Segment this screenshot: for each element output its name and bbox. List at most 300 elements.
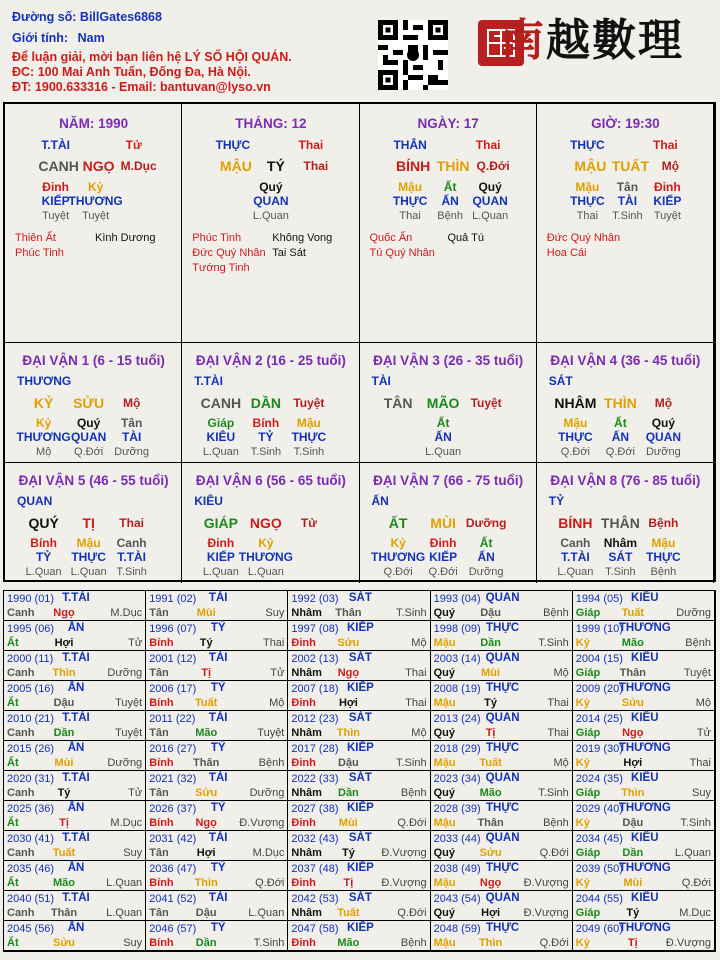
year-cell[interactable] <box>288 801 430 831</box>
dai-van-hidden: Ất <box>479 536 493 550</box>
year-cell[interactable] <box>573 591 715 621</box>
year-star: THỰC <box>486 862 520 874</box>
dai-van-hidden-star: THƯƠNG <box>238 550 293 564</box>
year-star: KIÊU <box>631 772 659 784</box>
dai-van-hidden-phase: Bệnh <box>650 566 677 578</box>
year-chi: Sửu <box>195 787 218 799</box>
dai-van-star: KIÊU <box>194 494 223 508</box>
year-star: T.TÀI <box>62 832 90 844</box>
than-sat: Tú Quý Nhân <box>369 247 435 259</box>
year-cell[interactable] <box>573 891 715 921</box>
year-cell[interactable] <box>431 741 573 771</box>
year-star: THỰC <box>486 682 520 694</box>
dai-van-hidden-star: TỶ <box>258 430 274 444</box>
dai-van-5 <box>5 462 182 583</box>
year-cell[interactable] <box>4 681 146 711</box>
than-sat: Tướng Tinh <box>192 262 250 274</box>
pillar-chi: THÌN <box>436 158 470 174</box>
year-cell[interactable] <box>4 831 146 861</box>
year-label: 2004 (15) <box>575 653 623 665</box>
dai-van-hidden-star: T.TÀI <box>561 550 590 564</box>
year-cell[interactable] <box>146 711 288 741</box>
year-can: Nhâm <box>291 907 322 919</box>
hidden-phase: Thai <box>399 210 421 222</box>
year-chi: Mùi <box>338 817 358 829</box>
dai-van-star: T.TÀI <box>194 374 223 388</box>
year-chi: Tuất <box>52 847 76 859</box>
year-star: ẤN <box>67 802 85 814</box>
year-cell[interactable] <box>4 891 146 921</box>
year-phase: Đ.Vượng <box>381 877 427 889</box>
year-label: 2047 (58) <box>291 923 339 935</box>
dai-van-can: TÂN <box>383 395 413 411</box>
dai-van-star: SÁT <box>548 374 573 388</box>
year-star: THỰC <box>486 802 520 814</box>
year-phase: Q.Đới <box>539 847 569 859</box>
year-label: 1999 (10) <box>575 623 623 635</box>
year-label: 2007 (18) <box>291 683 339 695</box>
year-star: THƯƠNG <box>618 862 671 874</box>
year-label: 2006 (17) <box>149 683 197 695</box>
dai-van-hidden-phase: Q.Đới <box>560 446 590 458</box>
dai-van-hidden: Canh <box>116 536 147 550</box>
dai-van-title: ĐẠI VẬN 5 (46 - 55 tuổi) <box>18 473 169 488</box>
year-cell[interactable] <box>431 831 573 861</box>
pillar-truong: Thai <box>303 159 329 173</box>
year-cell[interactable] <box>573 741 715 771</box>
year-cell[interactable] <box>573 651 715 681</box>
year-cell[interactable] <box>431 591 573 621</box>
year-chi: Dậu <box>480 607 501 619</box>
year-label: 2021 (32) <box>149 773 197 785</box>
year-cell[interactable] <box>573 681 715 711</box>
year-label: 2017 (28) <box>291 743 339 755</box>
year-cell[interactable] <box>431 771 573 801</box>
year-cell[interactable] <box>431 921 573 951</box>
dai-van-hidden: Đinh <box>207 536 235 550</box>
year-star: TỶ <box>210 622 226 634</box>
year-chi: Thân <box>477 817 504 829</box>
year-cell[interactable] <box>431 861 573 891</box>
year-can: Quý <box>433 727 455 739</box>
pillar-can: CANH <box>38 158 79 174</box>
dai-van-hidden-star: KIÊU <box>206 430 236 444</box>
pillar-star2: Thai <box>653 138 678 152</box>
year-label: 2045 (56) <box>7 923 55 935</box>
year-phase: Tử <box>696 727 711 739</box>
year-cell[interactable] <box>4 591 146 621</box>
dai-van-hidden-phase: Q.Đới <box>383 566 413 578</box>
year-can: Ất <box>7 757 19 769</box>
year-chi: Ngọ <box>195 817 217 829</box>
year-cell[interactable] <box>4 921 146 951</box>
dai-van-hidden-star: THỰC <box>558 430 593 444</box>
year-chi: Sửu <box>479 847 502 859</box>
dai-van-hidden: Ất <box>614 416 627 430</box>
year-chi: Tị <box>627 937 638 949</box>
year-can: Đinh <box>291 697 316 709</box>
year-can: Giáp <box>575 667 601 679</box>
year-can: Canh <box>7 667 35 679</box>
year-cell[interactable] <box>288 831 430 861</box>
dai-van-phase: Tử <box>300 516 317 530</box>
year-cell[interactable] <box>288 591 430 621</box>
year-cell[interactable] <box>288 711 430 741</box>
dai-van-hidden-phase: T.Sinh <box>250 446 282 458</box>
year-star: KIÊU <box>631 892 659 904</box>
hidden-phase: T.Sinh <box>612 210 643 222</box>
year-cell[interactable] <box>146 771 288 801</box>
year-label: 2016 (27) <box>149 743 197 755</box>
dai-van-star: QUAN <box>17 494 53 508</box>
year-can: Canh <box>7 907 35 919</box>
year-label: 2024 (35) <box>575 773 623 785</box>
than-sat: Kình Dương <box>95 232 156 244</box>
year-cell[interactable] <box>4 771 146 801</box>
year-star: KIẾP <box>346 622 374 634</box>
year-label: 2019 (30) <box>575 743 623 755</box>
hidden-stem: Mậu <box>398 180 423 194</box>
year-phase: Đ.Vượng <box>239 817 285 829</box>
year-table <box>3 590 716 952</box>
year-cell[interactable] <box>146 831 288 861</box>
dai-van-hidden: Mậu <box>651 536 676 550</box>
year-chi: Mùi <box>623 877 643 889</box>
hidden-stem: Đinh <box>42 180 69 194</box>
year-cell[interactable] <box>288 771 430 801</box>
year-chi: Ngọ <box>337 667 360 679</box>
dai-van-hidden-star: QUAN <box>70 430 107 444</box>
hidden-star: TÀI <box>617 194 638 208</box>
year-phase: Thai <box>405 697 427 709</box>
year-chi: Tý <box>341 847 355 859</box>
year-cell[interactable] <box>431 711 573 741</box>
dai-van-hidden: Bính <box>30 536 57 550</box>
dai-van-hidden: Mậu <box>563 416 588 430</box>
year-chi: Tị <box>201 667 212 679</box>
year-label: 1993 (04) <box>433 593 481 605</box>
pillar-title: NGÀY: 17 <box>417 116 479 131</box>
year-cell[interactable] <box>146 861 288 891</box>
year-star: THỰC <box>486 922 520 934</box>
year-chi: Tuất <box>194 697 218 709</box>
year-can: Kỷ <box>575 697 590 709</box>
year-label: 2034 (45) <box>575 833 623 845</box>
year-label: 2013 (24) <box>433 713 481 725</box>
year-can: Canh <box>7 847 35 859</box>
year-star: QUAN <box>485 652 520 664</box>
year-can: Canh <box>7 727 35 739</box>
dai-van-hidden-phase: Dưỡng <box>114 446 150 458</box>
gender <box>12 31 105 45</box>
year-star: SÁT <box>348 592 372 604</box>
dai-van-phase: Thai <box>119 516 144 530</box>
year-can: Đinh <box>291 637 316 649</box>
year-phase: T.Sinh <box>538 787 569 799</box>
year-phase: Mộ <box>553 757 569 769</box>
year-chi: Thìn <box>194 877 218 889</box>
year-star: TÀI <box>208 712 228 724</box>
year-star: TỶ <box>210 742 226 754</box>
year-phase: Bệnh <box>400 937 427 949</box>
year-label: 2022 (33) <box>291 773 339 785</box>
dai-van-hidden-star: ẤN <box>611 430 630 444</box>
year-can: Ất <box>7 817 19 829</box>
hidden-stem: Đinh <box>654 180 681 194</box>
dai-van-hidden-phase: L.Quan <box>25 566 62 578</box>
year-cell[interactable] <box>146 741 288 771</box>
year-label: 2046 (57) <box>149 923 197 935</box>
dai-van-hidden-star: ẤN <box>477 550 495 564</box>
year-label: 2026 (37) <box>149 803 197 815</box>
year-cell[interactable] <box>146 591 288 621</box>
than-sat: Hoa Cái <box>546 247 587 259</box>
year-star: T.TÀI <box>62 772 90 784</box>
year-cell[interactable] <box>4 741 146 771</box>
year-cell[interactable] <box>573 831 715 861</box>
pillar-chi: TUẤT <box>611 158 650 174</box>
year-chi: Tý <box>484 697 498 709</box>
hidden-stem: Ất <box>443 180 457 194</box>
year-cell[interactable] <box>288 921 430 951</box>
pillar-star2: Tử <box>125 138 142 152</box>
dai-van-can: QUÝ <box>28 515 59 531</box>
year-cell[interactable] <box>288 681 430 711</box>
year-chi: Dần <box>338 787 359 799</box>
year-can: Ất <box>7 697 19 709</box>
year-star: TỶ <box>210 802 226 814</box>
year-cell[interactable] <box>573 711 715 741</box>
dai-van-title: ĐẠI VẬN 4 (36 - 45 tuổi) <box>550 353 701 368</box>
pillar-star2: Thai <box>475 138 501 152</box>
year-star: THỰC <box>486 742 520 754</box>
year-label: 2042 (53) <box>291 893 339 905</box>
dai-van-hidden-phase: Q.Đới <box>74 446 104 458</box>
year-label: 2038 (49) <box>433 863 481 875</box>
hidden-stem: Quý <box>478 180 502 194</box>
year-can: Kỷ <box>575 937 590 949</box>
year-cell[interactable] <box>431 681 573 711</box>
year-cell[interactable] <box>431 621 573 651</box>
dai-van-hidden-star: THƯƠNG <box>16 430 71 444</box>
year-can: Tân <box>149 907 169 919</box>
year-cell[interactable] <box>431 651 573 681</box>
dai-van-hidden-phase: L.Quan <box>557 566 594 578</box>
year-can: Mậu <box>433 817 456 829</box>
year-label: 1997 (08) <box>291 623 339 635</box>
year-phase: Dưỡng <box>107 667 143 679</box>
year-chi: Mão <box>195 727 218 739</box>
dai-van-chi: TỊ <box>82 515 95 531</box>
year-phase: Q.Đới <box>397 817 427 829</box>
dai-van-phase: Tuyệt <box>293 396 325 410</box>
year-chi: Thân <box>50 907 78 919</box>
pillar-2 <box>182 104 359 342</box>
year-cell[interactable] <box>4 651 146 681</box>
year-cell[interactable] <box>146 891 288 921</box>
dai-van-hidden-phase: L.Quan <box>202 446 239 458</box>
year-phase: Tuyệt <box>257 727 285 739</box>
year-star: KIẾP <box>346 922 374 934</box>
pillar-chi: TÝ <box>266 158 285 174</box>
hidden-stem: Tân <box>616 180 639 194</box>
year-label: 2028 (39) <box>433 803 481 815</box>
dai-van-4 <box>537 342 714 463</box>
year-cell[interactable] <box>146 921 288 951</box>
year-can: Giáp <box>575 847 601 859</box>
year-chi: Tị <box>485 727 496 739</box>
than-sat: Phúc Tinh <box>15 247 64 259</box>
duong-so: Đường số: BillGates6868 <box>12 10 162 24</box>
dai-van-hidden-star: THƯƠNG <box>371 550 426 564</box>
year-chi: Ngọ <box>622 727 644 739</box>
hidden-stem: Mậu <box>575 180 600 194</box>
pillar-title: GIỜ: 19:30 <box>591 116 660 131</box>
year-label: 2044 (55) <box>575 893 623 905</box>
year-cell[interactable] <box>573 801 715 831</box>
dai-van-chi: SỬU <box>73 395 105 411</box>
year-chi: Hợi <box>623 757 643 769</box>
year-cell[interactable] <box>146 621 288 651</box>
year-cell[interactable] <box>288 621 430 651</box>
dai-van-hidden: Canh <box>560 536 591 550</box>
dai-van-hidden-star: THỰC <box>646 550 681 564</box>
year-can: Quý <box>433 667 455 679</box>
year-phase: M.Dục <box>679 907 711 919</box>
dai-van-hidden-phase: L.Quan <box>425 446 462 458</box>
year-label: 2015 (26) <box>7 743 55 755</box>
year-cell[interactable] <box>573 771 715 801</box>
hidden-phase: Bệnh <box>437 210 463 222</box>
year-chi: Dần <box>53 727 75 739</box>
year-chi: Dậu <box>338 757 359 769</box>
year-star: SÁT <box>348 892 372 904</box>
year-phase: Dưỡng <box>249 787 285 799</box>
pillar-star: T.TÀI <box>41 138 70 152</box>
year-cell[interactable] <box>431 801 573 831</box>
hidden-star: QUAN <box>253 194 289 208</box>
dai-van-phase: Dưỡng <box>465 516 507 530</box>
year-cell[interactable] <box>146 801 288 831</box>
year-cell[interactable] <box>146 681 288 711</box>
year-phase: Bệnh <box>685 637 711 649</box>
year-star: THƯƠNG <box>618 622 671 634</box>
dai-van-star: ẤN <box>371 494 389 508</box>
dai-van-phase: Mộ <box>654 396 673 410</box>
dai-van-hidden: Tân <box>120 416 143 430</box>
dai-van-8 <box>537 462 714 583</box>
year-cell[interactable] <box>288 741 430 771</box>
year-label: 1990 (01) <box>7 593 55 605</box>
year-chi: Mùi <box>481 667 501 679</box>
year-chi: Mùi <box>54 757 74 769</box>
year-star: TÀI <box>208 832 228 844</box>
dai-van-hidden: Giáp <box>207 416 235 430</box>
year-chi: Tý <box>57 787 71 799</box>
year-cell[interactable] <box>573 921 715 951</box>
year-phase: Suy <box>692 787 711 799</box>
dai-van-hidden-phase: L.Quan <box>247 566 284 578</box>
year-chi: Sửu <box>621 697 644 709</box>
year-cell[interactable] <box>4 861 146 891</box>
dai-van-phase: Tuyệt <box>470 396 502 410</box>
year-phase: T.Sinh <box>396 607 427 619</box>
dai-van-hidden: Quý <box>651 416 676 430</box>
dai-van-hidden-phase: Dưỡng <box>468 566 504 578</box>
year-star: TỶ <box>210 862 226 874</box>
year-phase: Mộ <box>411 637 427 649</box>
year-phase: L.Quan <box>106 877 143 889</box>
year-star: ẤN <box>67 922 85 934</box>
hidden-star: THỰC <box>392 194 428 208</box>
year-label: 2003 (14) <box>433 653 481 665</box>
dai-van-hidden: Quý <box>76 416 101 430</box>
year-phase: Tuyệt <box>683 667 711 679</box>
year-can: Đinh <box>291 937 316 949</box>
year-cell[interactable] <box>288 891 430 921</box>
year-cell[interactable] <box>4 801 146 831</box>
year-can: Nhâm <box>291 727 322 739</box>
year-star: KIÊU <box>631 592 659 604</box>
dai-van-title: ĐẠI VẬN 8 (76 - 85 tuổi) <box>550 473 701 488</box>
year-cell[interactable] <box>431 891 573 921</box>
year-phase: Q.Đới <box>681 877 711 889</box>
pillar-star: THÂN <box>393 138 427 152</box>
dai-van-hidden: Kỷ <box>35 416 52 430</box>
year-can: Bính <box>149 937 174 949</box>
year-cell[interactable] <box>4 711 146 741</box>
than-sat: Quả Tú <box>447 232 484 244</box>
year-cell[interactable] <box>573 861 715 891</box>
dai-van-hidden-phase: T.Sinh <box>116 566 147 578</box>
year-chi: Tý <box>199 637 213 649</box>
dai-van-hidden-star: KIẾP <box>206 550 235 564</box>
dai-van-hidden-phase: T.Sinh <box>605 566 636 578</box>
year-phase: Dưỡng <box>107 757 143 769</box>
dai-van-phase: Bệnh <box>648 516 679 530</box>
dai-van-can: NHÂM <box>554 395 597 411</box>
year-label: 2002 (13) <box>291 653 339 665</box>
year-label: 2033 (44) <box>433 833 481 845</box>
year-cell[interactable] <box>288 861 430 891</box>
year-phase: T.Sinh <box>253 937 285 949</box>
dai-van-chi: THÂN <box>600 515 640 531</box>
year-chi: Thân <box>193 757 220 769</box>
year-star: THỰC <box>486 622 520 634</box>
year-phase: Mộ <box>269 697 285 709</box>
year-label: 1995 (06) <box>7 623 55 635</box>
pillar-3 <box>360 104 537 342</box>
year-star: QUAN <box>485 832 520 844</box>
dai-van-title: ĐẠI VẬN 3 (26 - 35 tuổi) <box>373 353 524 368</box>
pillar-star: THỰC <box>570 138 605 152</box>
year-star: TÀI <box>208 772 228 784</box>
year-label: 2027 (38) <box>291 803 339 815</box>
year-cell[interactable] <box>4 621 146 651</box>
year-chi: Tý <box>626 907 640 919</box>
year-star: T.TÀI <box>62 652 90 664</box>
year-label: 1994 (05) <box>575 593 623 605</box>
year-label: 2043 (54) <box>433 893 481 905</box>
year-cell[interactable] <box>146 651 288 681</box>
dai-van-hidden-phase: L.Quan <box>202 566 239 578</box>
dai-van-title: ĐẠI VẬN 7 (66 - 75 tuổi) <box>373 473 524 488</box>
year-cell[interactable] <box>288 651 430 681</box>
year-chi: Dần <box>622 847 644 859</box>
pillar-can: BÍNH <box>396 158 431 174</box>
year-cell[interactable] <box>573 621 715 651</box>
year-label: 2039 (50) <box>575 863 623 875</box>
